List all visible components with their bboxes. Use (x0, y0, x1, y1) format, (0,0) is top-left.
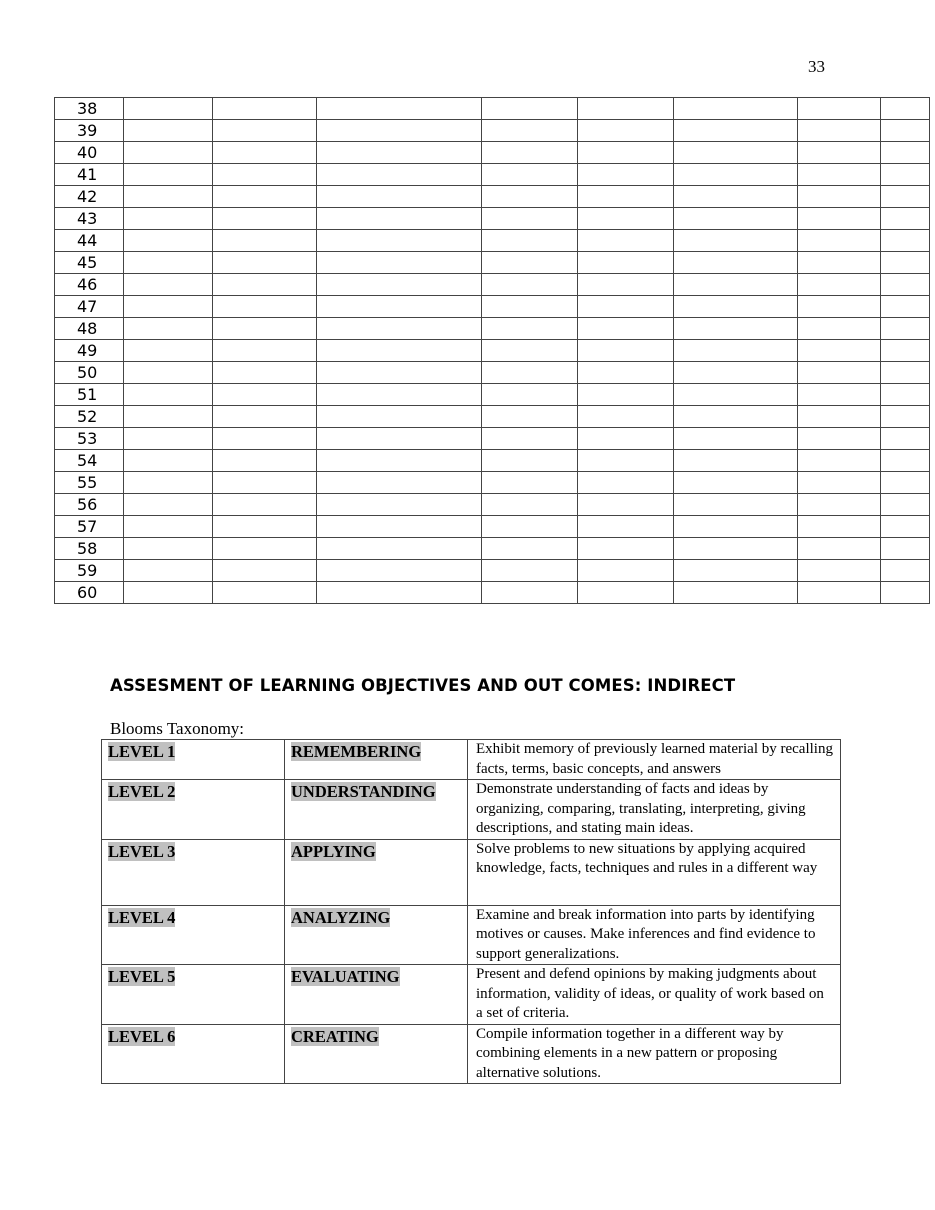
grid-cell (881, 340, 930, 362)
grid-cell (124, 252, 213, 274)
blooms-verb-label: APPLYING (291, 841, 376, 861)
blooms-level-label: LEVEL 3 (108, 841, 176, 861)
grid-cell (578, 428, 674, 450)
row-number: 45 (55, 252, 124, 274)
row-number: 60 (55, 582, 124, 604)
grid-row (55, 384, 930, 406)
grid-cell (124, 164, 213, 186)
grid-cell (213, 98, 317, 120)
section-heading: ASSESMENT OF LEARNING OBJECTIVES AND OUT COMES: INDIRECT (110, 676, 736, 695)
grid-cell (213, 362, 317, 384)
grid-cell (674, 296, 798, 318)
grid-cell (482, 560, 578, 582)
grid-row (55, 560, 930, 582)
row-number: 54 (55, 450, 124, 472)
grid-cell (124, 186, 213, 208)
grid-cell (482, 340, 578, 362)
grid-cell (317, 186, 482, 208)
grid-row (55, 450, 930, 472)
grid-cell (881, 450, 930, 472)
row-number: 51 (55, 384, 124, 406)
grid-cell (578, 164, 674, 186)
grid-cell (317, 296, 482, 318)
blooms-description: Exhibit memory of previously learned material by recalling facts, terms, basic concepts, and answers (468, 740, 841, 780)
grid-cell (578, 274, 674, 296)
grid-cell (124, 516, 213, 538)
grid-cell (881, 538, 930, 560)
grid-cell (482, 494, 578, 516)
blooms-verb-label: CREATING (291, 1026, 379, 1046)
grid-cell (881, 274, 930, 296)
grid-cell (798, 494, 881, 516)
grid-cell (881, 428, 930, 450)
grid-cell (674, 450, 798, 472)
grid-row (55, 98, 930, 120)
row-number: 58 (55, 538, 124, 560)
blooms-verb (285, 740, 468, 780)
grid-cell (213, 428, 317, 450)
grid-cell (213, 252, 317, 274)
grid-cell (578, 296, 674, 318)
grid-cell (213, 340, 317, 362)
grid-cell (798, 384, 881, 406)
grid-cell (124, 318, 213, 340)
grid-cell (674, 340, 798, 362)
grid-cell (317, 142, 482, 164)
grid-cell (482, 120, 578, 142)
grid-cell (798, 296, 881, 318)
grid-cell (674, 428, 798, 450)
grid-cell (482, 428, 578, 450)
grid-cell (124, 428, 213, 450)
grid-cell (317, 318, 482, 340)
grid-cell (881, 230, 930, 252)
grid-cell (674, 164, 798, 186)
blooms-verb-label: UNDERSTANDING (291, 782, 436, 801)
grid-cell (317, 494, 482, 516)
row-number: 50 (55, 362, 124, 384)
row-number: 53 (55, 428, 124, 450)
grid-row (55, 186, 930, 208)
grid-cell (674, 98, 798, 120)
grid-cell (578, 582, 674, 604)
blooms-verb-label: ANALYZING (291, 907, 391, 927)
grid-cell (674, 142, 798, 164)
grid-cell (317, 428, 482, 450)
grid-cell (798, 450, 881, 472)
blooms-taxonomy-table (101, 739, 841, 1084)
row-number: 41 (55, 164, 124, 186)
blooms-level (102, 839, 285, 905)
blooms-level-label: LEVEL 2 (108, 782, 176, 801)
grid-cell (213, 538, 317, 560)
grid-cell (317, 516, 482, 538)
blooms-row (102, 1024, 841, 1084)
grid-cell (881, 362, 930, 384)
grid-row (55, 582, 930, 604)
grid-cell (578, 98, 674, 120)
row-number: 43 (55, 208, 124, 230)
grid-row (55, 120, 930, 142)
row-number: 42 (55, 186, 124, 208)
blooms-verb-label: REMEMBERING (291, 742, 422, 761)
grid-cell (124, 472, 213, 494)
row-number: 38 (55, 98, 124, 120)
grid-row (55, 494, 930, 516)
grid-cell (317, 230, 482, 252)
grid-cell (798, 406, 881, 428)
grid-cell (674, 120, 798, 142)
grid-cell (674, 384, 798, 406)
grid-row (55, 252, 930, 274)
grid-cell (881, 582, 930, 604)
grid-cell (482, 274, 578, 296)
grid-cell (578, 120, 674, 142)
grid-cell (482, 230, 578, 252)
grid-cell (124, 274, 213, 296)
grid-cell (124, 362, 213, 384)
grid-cell (881, 98, 930, 120)
grid-cell (124, 560, 213, 582)
grid-cell (482, 472, 578, 494)
grid-cell (317, 406, 482, 428)
grid-cell (213, 186, 317, 208)
grid-cell (124, 450, 213, 472)
grid-cell (124, 582, 213, 604)
grid-cell (578, 186, 674, 208)
grid-cell (482, 362, 578, 384)
blooms-description: Examine and break information into parts by identifying motives or causes. Make inferences and find evidence to support generalizations. (468, 905, 841, 965)
grid-cell (124, 296, 213, 318)
blooms-level-label: LEVEL 4 (108, 907, 176, 927)
grid-cell (881, 472, 930, 494)
grid-cell (578, 406, 674, 428)
student-grid-table (54, 97, 930, 604)
grid-row (55, 428, 930, 450)
row-number: 49 (55, 340, 124, 362)
grid-row (55, 208, 930, 230)
grid-cell (798, 516, 881, 538)
grid-cell (213, 450, 317, 472)
grid-cell (482, 582, 578, 604)
grid-cell (213, 406, 317, 428)
grid-cell (798, 340, 881, 362)
grid-cell (482, 142, 578, 164)
grid-cell (124, 538, 213, 560)
row-number: 56 (55, 494, 124, 516)
blooms-level (102, 740, 285, 780)
grid-cell (578, 560, 674, 582)
grid-row (55, 340, 930, 362)
grid-row (55, 362, 930, 384)
grid-cell (124, 340, 213, 362)
grid-cell (578, 230, 674, 252)
blooms-level-label: LEVEL 5 (108, 967, 176, 986)
grid-cell (578, 472, 674, 494)
grid-cell (881, 296, 930, 318)
grid-cell (674, 494, 798, 516)
grid-cell (674, 582, 798, 604)
grid-cell (798, 472, 881, 494)
grid-row (55, 142, 930, 164)
grid-cell (674, 472, 798, 494)
grid-cell (317, 582, 482, 604)
grid-cell (578, 494, 674, 516)
grid-cell (674, 318, 798, 340)
grid-cell (578, 516, 674, 538)
grid-cell (798, 428, 881, 450)
grid-cell (213, 208, 317, 230)
grid-cell (213, 472, 317, 494)
grid-cell (482, 296, 578, 318)
grid-cell (213, 230, 317, 252)
grid-cell (213, 274, 317, 296)
blooms-description: Solve problems to new situations by applying acquired knowledge, facts, techniques and rules in a different way (468, 839, 841, 905)
grid-cell (482, 384, 578, 406)
blooms-taxonomy-label: Blooms Taxonomy: (110, 719, 245, 738)
grid-cell (213, 384, 317, 406)
grid-cell (317, 208, 482, 230)
grid-cell (798, 186, 881, 208)
row-number: 57 (55, 516, 124, 538)
blooms-verb (285, 780, 468, 840)
grid-cell (798, 582, 881, 604)
grid-cell (881, 252, 930, 274)
grid-cell (124, 98, 213, 120)
grid-cell (578, 362, 674, 384)
row-number: 52 (55, 406, 124, 428)
page-number: 33 (808, 57, 825, 76)
grid-cell (317, 274, 482, 296)
grid-cell (482, 98, 578, 120)
grid-cell (213, 296, 317, 318)
grid-cell (578, 252, 674, 274)
grid-cell (213, 560, 317, 582)
grid-cell (317, 538, 482, 560)
grid-cell (798, 120, 881, 142)
grid-cell (881, 494, 930, 516)
grid-cell (124, 142, 213, 164)
grid-cell (674, 252, 798, 274)
grid-cell (213, 494, 317, 516)
grid-cell (482, 186, 578, 208)
row-number: 40 (55, 142, 124, 164)
grid-row (55, 472, 930, 494)
grid-cell (317, 472, 482, 494)
grid-cell (317, 98, 482, 120)
grid-cell (213, 516, 317, 538)
grid-cell (798, 274, 881, 296)
grid-row (55, 406, 930, 428)
grid-cell (674, 538, 798, 560)
grid-cell (482, 164, 578, 186)
grid-cell (482, 538, 578, 560)
grid-cell (881, 516, 930, 538)
blooms-level-label: LEVEL 6 (108, 1026, 176, 1046)
grid-cell (798, 208, 881, 230)
grid-cell (317, 384, 482, 406)
grid-cell (674, 274, 798, 296)
grid-cell (482, 208, 578, 230)
grid-cell (482, 516, 578, 538)
blooms-verb (285, 839, 468, 905)
grid-cell (317, 362, 482, 384)
grid-cell (213, 582, 317, 604)
blooms-row (102, 740, 841, 780)
blooms-row (102, 780, 841, 840)
grid-cell (881, 142, 930, 164)
grid-cell (213, 120, 317, 142)
grid-row (55, 230, 930, 252)
grid-cell (317, 120, 482, 142)
blooms-verb-label: EVALUATING (291, 967, 400, 986)
blooms-level (102, 905, 285, 965)
grid-cell (578, 450, 674, 472)
blooms-level-label: LEVEL 1 (108, 742, 176, 761)
grid-cell (317, 560, 482, 582)
grid-cell (881, 120, 930, 142)
grid-cell (578, 538, 674, 560)
grid-cell (578, 384, 674, 406)
row-number: 59 (55, 560, 124, 582)
grid-cell (798, 318, 881, 340)
grid-cell (798, 142, 881, 164)
grid-cell (482, 450, 578, 472)
grid-row (55, 538, 930, 560)
grid-cell (881, 318, 930, 340)
grid-cell (674, 208, 798, 230)
row-number: 44 (55, 230, 124, 252)
grid-cell (124, 208, 213, 230)
grid-row (55, 274, 930, 296)
grid-cell (881, 384, 930, 406)
grid-cell (124, 494, 213, 516)
grid-cell (124, 406, 213, 428)
row-number: 46 (55, 274, 124, 296)
blooms-description: Compile information together in a different way by combining elements in a new pattern or proposing alternative solutions. (468, 1024, 841, 1084)
grid-cell (317, 340, 482, 362)
row-number: 47 (55, 296, 124, 318)
grid-cell (674, 406, 798, 428)
grid-cell (881, 186, 930, 208)
grid-cell (798, 560, 881, 582)
grid-cell (578, 208, 674, 230)
grid-cell (124, 230, 213, 252)
blooms-description: Demonstrate understanding of facts and ideas by organizing, comparing, translating, interpreting, giving descriptions, and stating main ideas. (468, 780, 841, 840)
grid-cell (213, 142, 317, 164)
grid-cell (674, 230, 798, 252)
blooms-verb (285, 965, 468, 1025)
grid-cell (317, 252, 482, 274)
row-number: 55 (55, 472, 124, 494)
grid-cell (213, 164, 317, 186)
grid-cell (798, 538, 881, 560)
grid-cell (124, 384, 213, 406)
blooms-verb (285, 1024, 468, 1084)
grid-cell (674, 186, 798, 208)
grid-row (55, 318, 930, 340)
grid-cell (317, 164, 482, 186)
grid-cell (213, 318, 317, 340)
grid-cell (674, 516, 798, 538)
blooms-row (102, 905, 841, 965)
grid-cell (798, 252, 881, 274)
grid-cell (482, 318, 578, 340)
grid-cell (881, 406, 930, 428)
row-number: 39 (55, 120, 124, 142)
grid-cell (881, 208, 930, 230)
grid-cell (578, 340, 674, 362)
grid-cell (798, 164, 881, 186)
grid-cell (124, 120, 213, 142)
grid-cell (798, 230, 881, 252)
blooms-level (102, 965, 285, 1025)
grid-cell (798, 98, 881, 120)
grid-cell (674, 362, 798, 384)
blooms-level (102, 1024, 285, 1084)
grid-cell (881, 164, 930, 186)
grid-row (55, 296, 930, 318)
grid-cell (482, 406, 578, 428)
grid-cell (578, 318, 674, 340)
grid-row (55, 516, 930, 538)
grid-row (55, 164, 930, 186)
blooms-level (102, 780, 285, 840)
blooms-row (102, 965, 841, 1025)
grid-cell (317, 450, 482, 472)
grid-cell (798, 362, 881, 384)
blooms-row (102, 839, 841, 905)
grid-cell (482, 252, 578, 274)
row-number: 48 (55, 318, 124, 340)
blooms-verb (285, 905, 468, 965)
blooms-description: Present and defend opinions by making judgments about information, validity of ideas, or quality of work based on a set of criteria. (468, 965, 841, 1025)
grid-cell (881, 560, 930, 582)
grid-cell (578, 142, 674, 164)
grid-cell (674, 560, 798, 582)
